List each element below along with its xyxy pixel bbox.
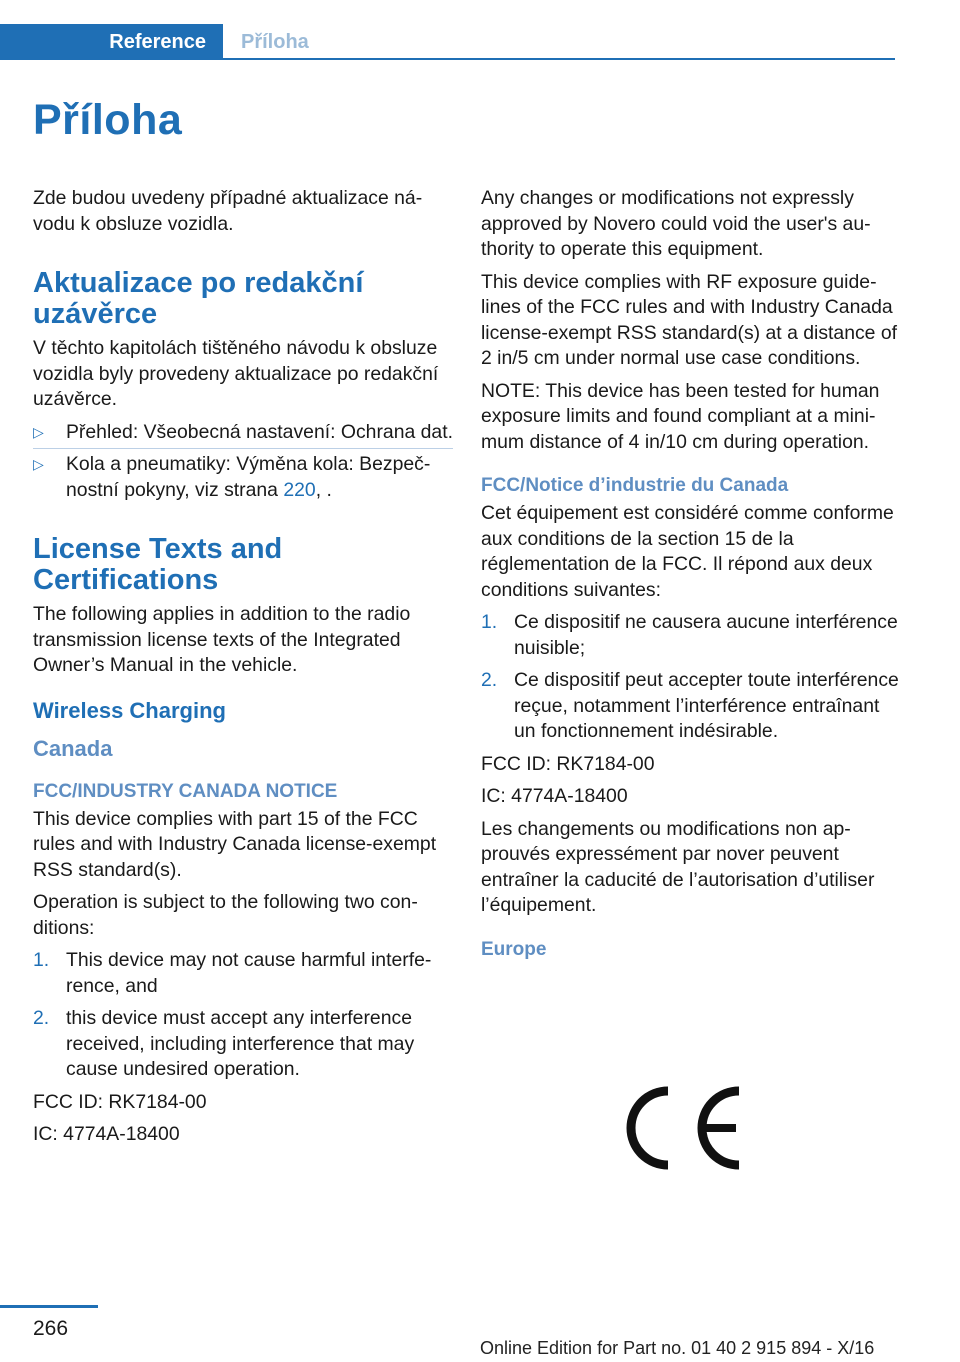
page-title: Příloha — [33, 96, 183, 144]
fr-notice-heading: FCC/Notice d’industrie du Canada — [481, 475, 789, 496]
note-text: NOTE: This device has been tested for human exposure limits and found compliant at a minimum distance of 4 in/10 cm during operation. — [481, 379, 880, 453]
page-number: 266 — [33, 1317, 69, 1340]
list-item-text: Přehled: Všeobecná nastavení: Ochrana dat. — [66, 420, 453, 443]
canada-heading: Canada — [33, 735, 113, 761]
list-item — [481, 668, 901, 745]
fcc-id-fr: FCC ID: RK7184-00 — [481, 752, 655, 775]
page-link-220[interactable]: 220 — [283, 478, 316, 501]
list-item — [33, 452, 453, 503]
list-item-text: This device may not cause harmful interference, and — [66, 949, 432, 997]
list-number: 1. — [481, 611, 498, 633]
list-item-text: Kola a pneumatiky: Výměna kola: Bezpečnostní pokyny, viz strana — [66, 453, 431, 501]
rf-exposure-text: This device complies with RF exposure guidelines of the FCC rules and with Industry Canada license-exempt RSS standard(s) at a distance of 2 in/5 cm under normal use case conditions. — [481, 270, 898, 369]
ce-mark-icon — [622, 1082, 744, 1174]
list-item-text: this device must accept any interference received, including interference that may cause undesired operation. — [66, 1007, 415, 1080]
fr-conditions-list — [481, 610, 901, 745]
footer-edition: Online Edition for Part no. 01 40 2 915 894 - X/16 — [480, 1338, 875, 1358]
wireless-charging-heading: Wireless Charging — [33, 697, 226, 723]
list-number: 1. — [33, 949, 50, 971]
changes-text: Any changes or modifications not expressly approved by Novero could void the user's authority to operate this equipment. — [481, 187, 871, 260]
licenses-text: The following applies in addition to the radio transmission license texts of the Integrated Owner’s Manual in the vehicle. — [33, 603, 411, 676]
fr-notice-text: Cet équipement est considéré comme conforme aux conditions de la section 15 de la réglementation de la FCC. Il répond aux deux conditions suivantes: — [481, 502, 894, 601]
header-tabs — [0, 24, 895, 62]
list-item — [33, 948, 453, 999]
updates-list — [33, 420, 453, 504]
section-heading-licenses: License Texts and Certifications — [33, 533, 283, 596]
intro-text: Zde budou uvedeny případné aktualizace návodu k obsluze vozidla. — [33, 187, 423, 235]
list-number: 2. — [33, 1007, 50, 1029]
footer-rule — [0, 1305, 98, 1308]
tab-reference[interactable]: Reference — [0, 24, 223, 60]
updates-text: V těchto kapitolách tištěného návodu k obsluze vozidla byly provedeny aktualizace po redakční uzávěrce. — [33, 337, 439, 410]
list-number: 2. — [481, 669, 498, 691]
triangle-bullet-icon: ▷ — [33, 456, 44, 472]
tab-priloha[interactable]: Příloha — [241, 30, 309, 53]
triangle-bullet-icon: ▷ — [33, 423, 44, 440]
fcc-id: FCC ID: RK7184-00 — [33, 1090, 207, 1113]
list-item-suffix: , . — [315, 478, 332, 501]
europe-heading: Europe — [481, 938, 547, 960]
fr-changes-text: Les changements ou modifications non approuvés expressément par nover peuvent entraîner la caducité de l’autorisation d’utiliser l’équipement. — [481, 817, 875, 916]
fcc-notice-heading: FCC/INDUSTRY CANADA NOTICE — [33, 780, 338, 802]
ic-number-fr: IC: 4774A-18400 — [481, 785, 628, 807]
right-column — [481, 186, 901, 965]
divider — [33, 448, 453, 449]
list-item-text: Ce dispositif ne causera aucune interférence nuisible; — [514, 611, 898, 659]
header-rule — [223, 58, 895, 60]
ic-number: IC: 4774A-18400 — [33, 1123, 180, 1145]
left-column — [33, 186, 453, 1155]
section-heading-updates: Aktualizace po redakční uzávěrce — [33, 267, 364, 330]
list-item — [33, 420, 453, 446]
list-item — [481, 610, 901, 661]
list-item — [33, 1006, 453, 1083]
list-item-text: Ce dispositif peut accepter toute interférence reçue, notamment l’interférence entraînant un fonctionnement indésirable. — [514, 669, 899, 742]
conditions-list — [33, 948, 453, 1083]
conditions-intro: Operation is subject to the following two conditions: — [33, 891, 418, 939]
fcc-notice-text: This device complies with part 15 of the FCC rules and with Industry Canada license-exempt RSS standard(s). — [33, 807, 437, 881]
